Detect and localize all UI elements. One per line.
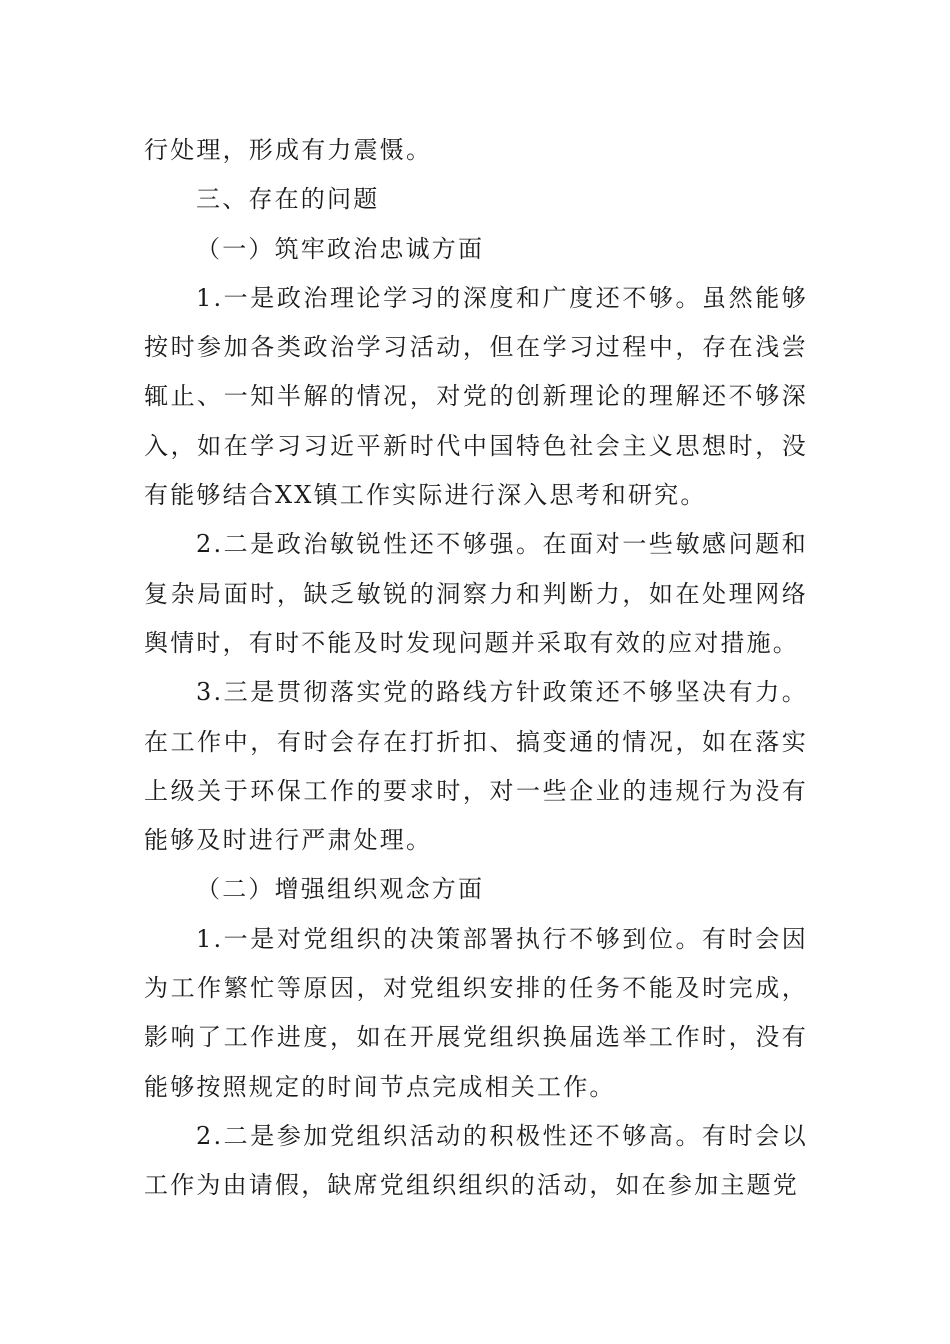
section-heading: 三、存在的问题 (196, 185, 380, 214)
paragraph-item: 2.二是政治敏锐性还不够强。在面对一些敏感问题和复杂局面时，缺乏敏锐的洞察力和判断力，如在处理网络舆情时，有时不能及时发现问题并采取有效的应对措施。 (144, 530, 808, 657)
document-body (144, 126, 808, 1211)
subsection-heading: （二）增强组织观念方面 (196, 875, 485, 904)
paragraph-item: 2.二是参加党组织活动的积极性还不够高。有时会以工作为由请假，缺席党组织组织的活动，如在参加主题党 (144, 1121, 808, 1200)
subsection-heading: （一）筑牢政治忠诚方面 (196, 234, 485, 263)
paragraph-item: 1.一是对党组织的决策部署执行不够到位。有时会因为工作繁忙等原因，对党组织安排的任务不能及时完成，影响了工作进度，如在开展党组织换届选举工作时，没有能够按照规定的时间节点完成相关工作。 (144, 924, 808, 1101)
paragraph-continuation: 行处理，形成有力震慑。 (144, 136, 433, 164)
paragraph-item: 1.一是政治理论学习的深度和广度还不够。虽然能够按时参加各类政治学习活动，但在学习过程中，存在浅尝辄止、一知半解的情况，对党的创新理论的理解还不够深入，如在学习习近平新时代中国特色社会主义思想时，没有能够结合XX镇工作实际进行深入思考和研究。 (144, 283, 808, 510)
paragraph-item: 3.三是贯彻落实党的路线方针政策还不够坚决有力。在工作中，有时会存在打折扣、搞变通的情况，如在落实上级关于环保工作的要求时，对一些企业的违规行为没有能够及时进行严肃处理。 (144, 678, 808, 855)
